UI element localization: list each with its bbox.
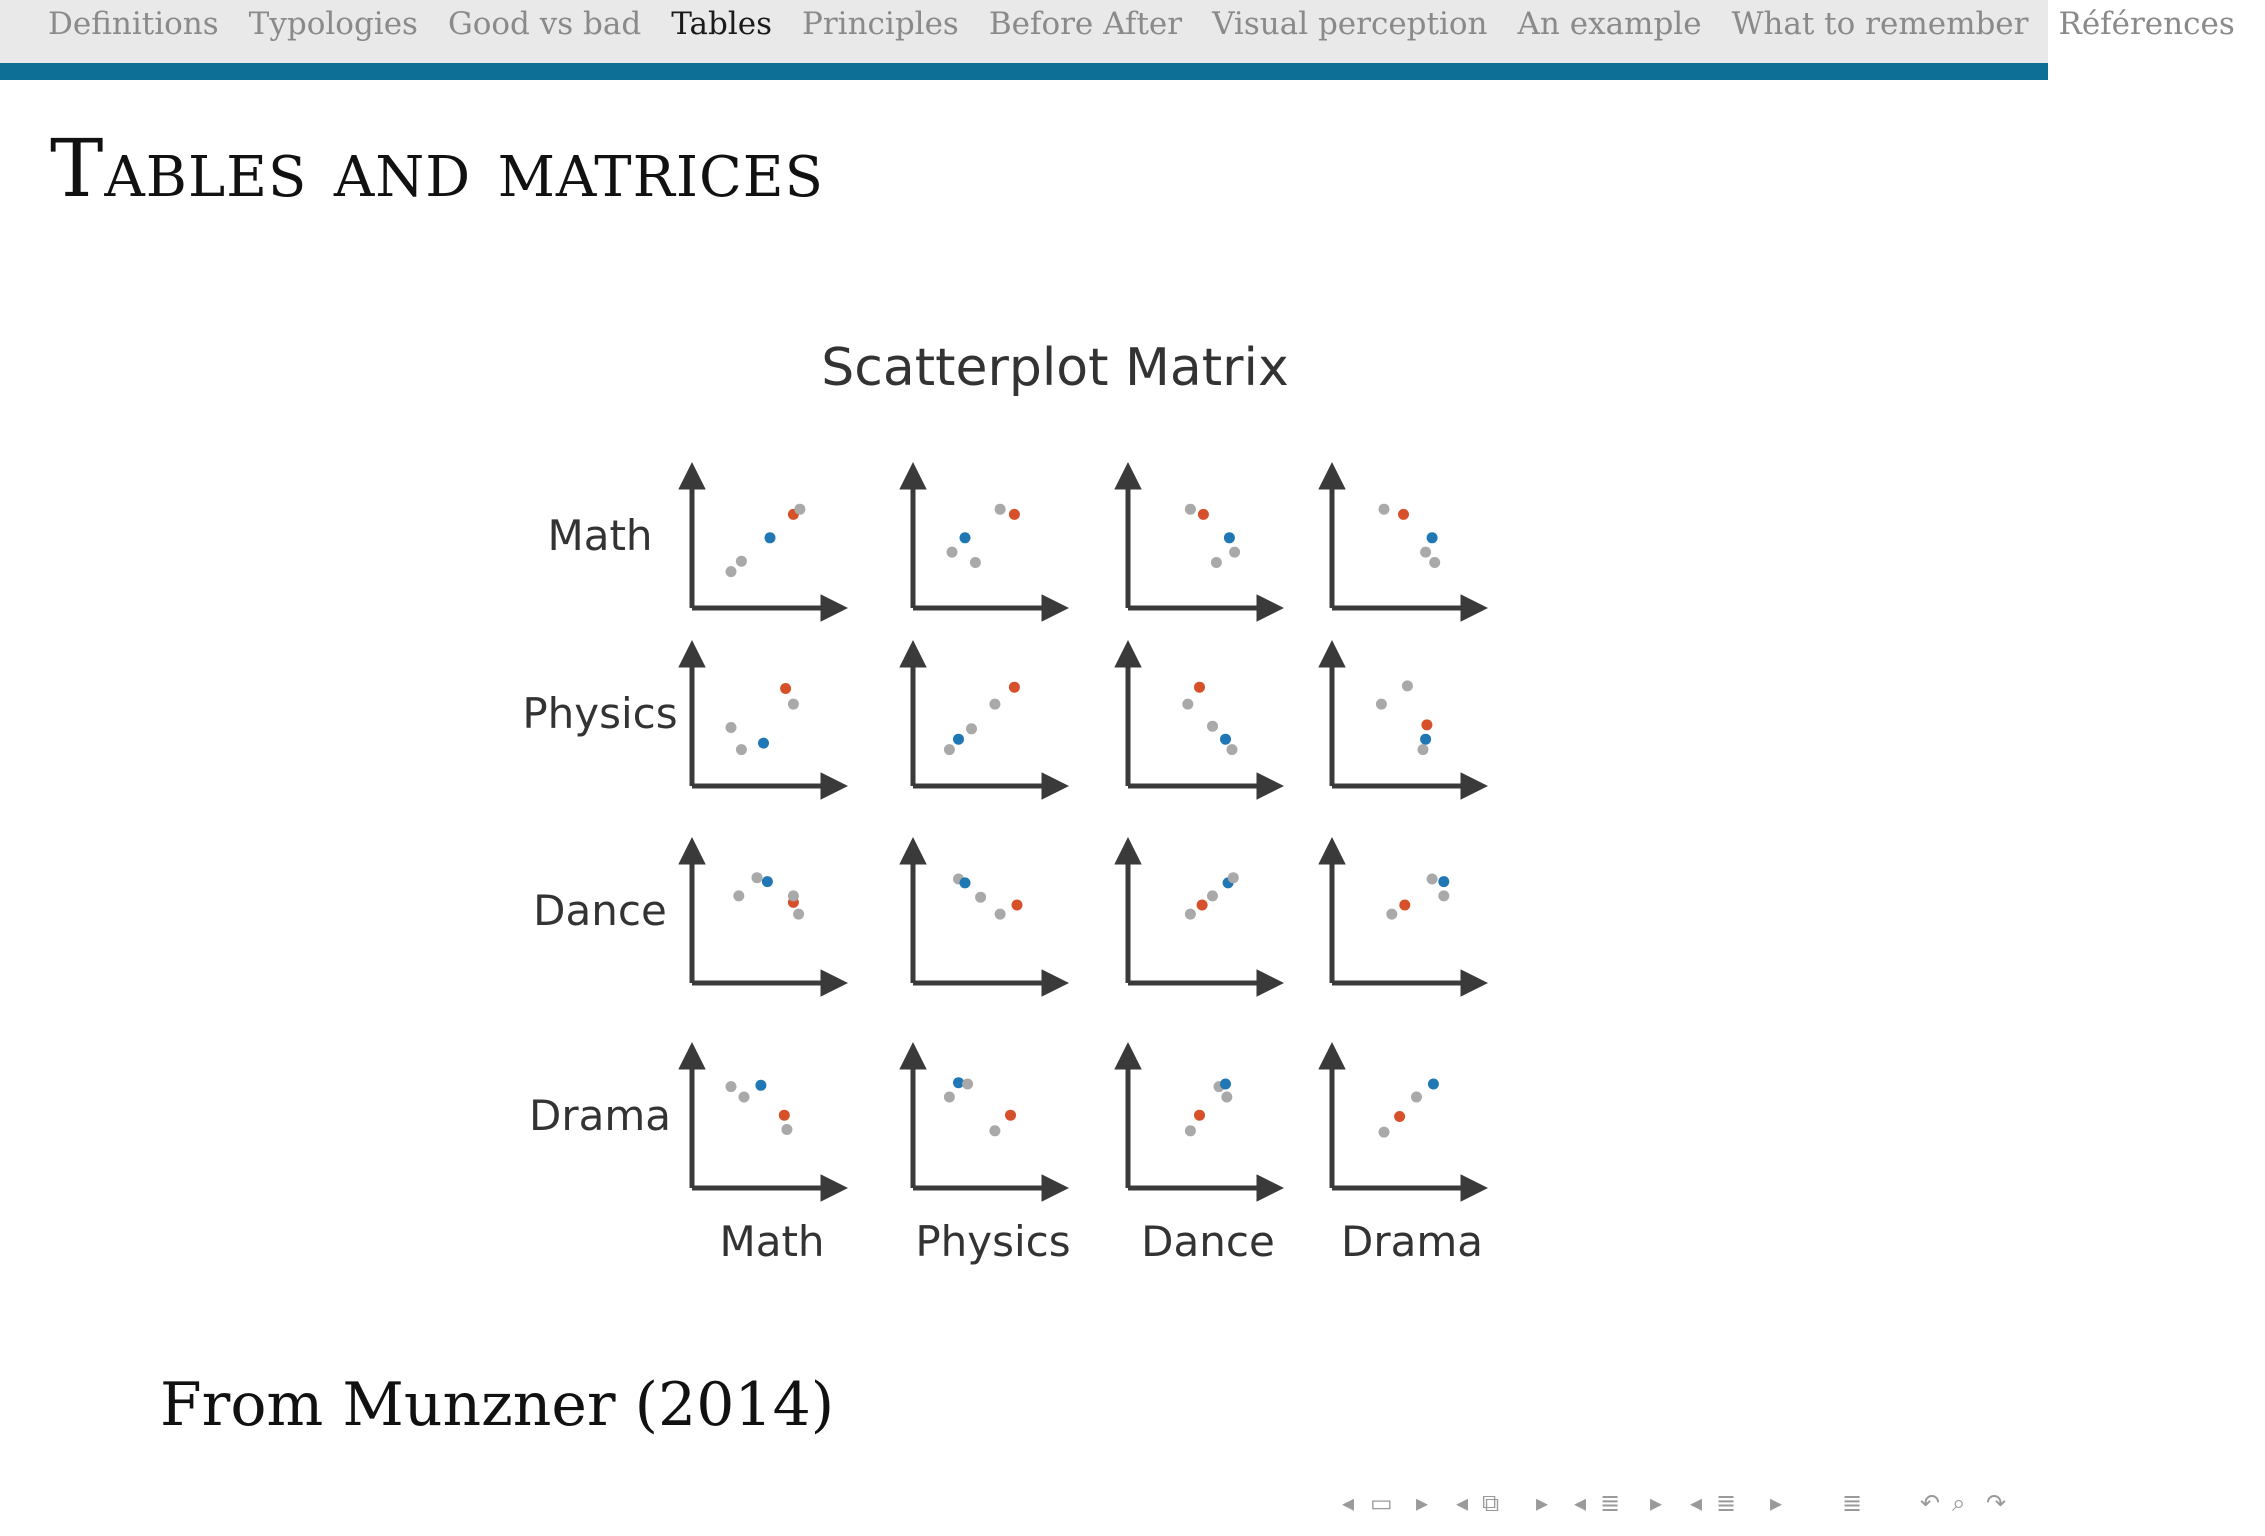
- data-point-blue: [1220, 734, 1231, 745]
- section-icon[interactable]: ≣: [1600, 1489, 1621, 1517]
- data-point-blue: [1224, 532, 1235, 543]
- part-icon[interactable]: ≣: [1716, 1489, 1737, 1517]
- data-point: [1185, 504, 1196, 515]
- back-icon[interactable]: ↶: [1920, 1489, 1941, 1517]
- matrix-cell: [1332, 848, 1477, 983]
- data-point: [1402, 680, 1413, 691]
- data-point: [966, 723, 977, 734]
- data-point-orange: [1005, 1110, 1016, 1121]
- data-point: [1427, 874, 1438, 885]
- matrix-cell: [913, 473, 1058, 608]
- frame-icon[interactable]: ▭: [1370, 1489, 1393, 1517]
- data-point-orange: [1194, 682, 1205, 693]
- data-point: [1182, 699, 1193, 710]
- matrix-cell: [692, 1053, 837, 1188]
- data-point: [726, 1081, 737, 1092]
- nav-item-references[interactable]: Références: [2058, 6, 2235, 42]
- nav-item-tables[interactable]: Tables: [671, 6, 772, 42]
- data-point: [970, 557, 981, 568]
- matrix-cell: [692, 651, 837, 786]
- matrix-cell: [692, 473, 837, 608]
- nav-item-typologies[interactable]: Typologies: [248, 6, 418, 42]
- nav-item-before-after[interactable]: Before After: [988, 6, 1183, 42]
- data-point: [739, 1092, 750, 1103]
- data-point-blue: [762, 876, 773, 887]
- nav-item-good-vs-bad[interactable]: Good vs bad: [447, 6, 642, 42]
- nav-item-an-example[interactable]: An example: [1517, 6, 1702, 42]
- data-point: [1207, 721, 1218, 732]
- data-point-blue: [960, 877, 971, 888]
- data-point-blue: [1220, 1079, 1231, 1090]
- search-icon[interactable]: ⌕: [1952, 1489, 1966, 1517]
- data-point-orange: [1012, 900, 1023, 911]
- chart-title: Scatterplot Matrix: [821, 338, 1289, 398]
- data-point: [1379, 1127, 1390, 1138]
- data-point-blue: [758, 738, 769, 749]
- data-point: [1229, 547, 1240, 558]
- data-point-orange: [1198, 509, 1209, 520]
- data-point: [1185, 909, 1196, 920]
- nav-item-definitions[interactable]: Definitions: [48, 6, 219, 42]
- data-point: [788, 699, 799, 710]
- column-label: Physics: [915, 1217, 1071, 1266]
- data-point-orange: [1421, 719, 1432, 730]
- data-point: [995, 909, 1006, 920]
- data-point-blue: [755, 1080, 766, 1091]
- data-point-orange: [1399, 900, 1410, 911]
- caption: From Munzner (2014): [160, 1370, 835, 1440]
- data-point-blue: [1420, 734, 1431, 745]
- data-point-orange: [779, 1110, 790, 1121]
- toc-icon[interactable]: ≣: [1842, 1489, 1863, 1517]
- data-point-blue: [1427, 532, 1438, 543]
- data-point: [1386, 909, 1397, 920]
- column-label: Drama: [1341, 1217, 1483, 1266]
- nav-item-what-to-remember[interactable]: What to remember: [1731, 6, 2029, 42]
- forward-icon[interactable]: ↷: [1986, 1489, 2007, 1517]
- data-point: [781, 1124, 792, 1135]
- data-point-orange: [1194, 1110, 1205, 1121]
- matrix-cell: [1128, 651, 1273, 786]
- data-point: [1420, 547, 1431, 558]
- matrix-cell: [1128, 473, 1273, 608]
- matrix-cell: [1332, 473, 1477, 608]
- data-point: [947, 547, 958, 558]
- data-point: [1411, 1092, 1422, 1103]
- data-point: [944, 744, 955, 755]
- nav-item-principles[interactable]: Principles: [801, 6, 959, 42]
- matrix-cell: [913, 651, 1058, 786]
- nav-item-visual-perception[interactable]: Visual perception: [1212, 6, 1488, 42]
- data-point: [793, 909, 804, 920]
- next-part-icon[interactable]: ▸: [1770, 1489, 1783, 1517]
- data-point-blue: [1428, 1079, 1439, 1090]
- data-point: [1429, 557, 1440, 568]
- data-point: [944, 1092, 955, 1103]
- data-point: [733, 890, 744, 901]
- data-point: [788, 890, 799, 901]
- data-point: [794, 504, 805, 515]
- matrix-cell: [1128, 1053, 1273, 1188]
- matrix-cell: [913, 848, 1058, 983]
- data-point: [1228, 872, 1239, 883]
- matrix-cell: [1332, 1053, 1477, 1188]
- row-label: Drama: [529, 1091, 671, 1140]
- prev-subsection-icon[interactable]: ◂: [1456, 1489, 1469, 1517]
- data-point: [736, 556, 747, 567]
- matrix-cell: [913, 1053, 1058, 1188]
- data-point-blue: [960, 532, 971, 543]
- data-point-blue: [1438, 876, 1449, 887]
- data-point: [726, 566, 737, 577]
- data-point: [1207, 890, 1218, 901]
- data-point: [736, 744, 747, 755]
- next-subsection-icon[interactable]: ▸: [1536, 1489, 1549, 1517]
- row-label: Physics: [522, 689, 678, 738]
- matrix-cell: [1332, 651, 1477, 786]
- data-point-orange: [780, 683, 791, 694]
- data-point: [752, 872, 763, 883]
- data-point-orange: [1398, 509, 1409, 520]
- data-point-blue: [765, 532, 776, 543]
- column-label: Math: [719, 1217, 825, 1266]
- row-label: Math: [547, 511, 653, 560]
- data-point: [962, 1079, 973, 1090]
- data-point: [989, 1125, 1000, 1136]
- subsection-icon[interactable]: ⧉: [1482, 1489, 1500, 1517]
- data-point: [975, 892, 986, 903]
- column-label: Dance: [1141, 1217, 1275, 1266]
- data-point: [726, 722, 737, 733]
- data-point: [1376, 699, 1387, 710]
- data-point-orange: [1197, 900, 1208, 911]
- row-label: Dance: [533, 886, 667, 935]
- prev-frame-icon[interactable]: ◂: [1342, 1489, 1355, 1517]
- data-point: [1227, 744, 1238, 755]
- data-point-blue: [953, 734, 964, 745]
- data-point: [989, 699, 1000, 710]
- data-point-orange: [1394, 1111, 1405, 1122]
- data-point: [995, 504, 1006, 515]
- data-point-orange: [1009, 509, 1020, 520]
- next-section-icon[interactable]: ▸: [1650, 1489, 1663, 1517]
- beamer-navigation-controls: [1330, 1480, 2040, 1530]
- data-point: [1211, 557, 1222, 568]
- data-point: [1438, 890, 1449, 901]
- data-point: [1418, 744, 1429, 755]
- slide-title: Tables and matrices: [50, 122, 825, 215]
- matrix-cell: [692, 848, 837, 983]
- prev-part-icon[interactable]: ◂: [1690, 1489, 1703, 1517]
- data-point: [1379, 504, 1390, 515]
- data-point: [1185, 1125, 1196, 1136]
- data-point: [1221, 1092, 1232, 1103]
- next-frame-icon[interactable]: ▸: [1416, 1489, 1429, 1517]
- matrix-cell: [1128, 848, 1273, 983]
- data-point-orange: [1009, 682, 1020, 693]
- prev-section-icon[interactable]: ◂: [1574, 1489, 1587, 1517]
- matrix-cells: [522, 473, 1483, 1266]
